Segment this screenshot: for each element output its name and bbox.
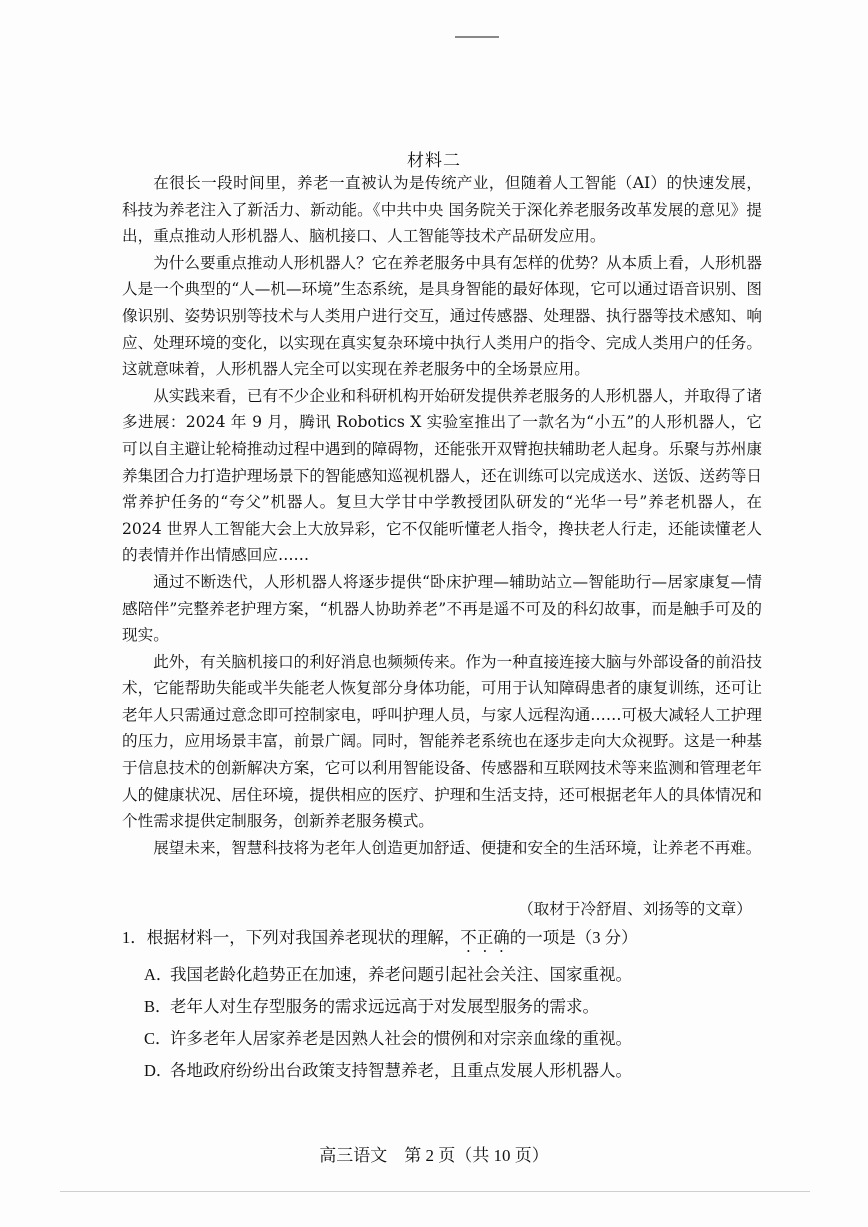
option-b xyxy=(144,995,762,1019)
option-text: 许多老年人居家养老是因熟人社会的惯例和对宗亲血缘的重视。 xyxy=(170,1029,632,1048)
option-c xyxy=(144,1027,762,1051)
option-text: 各地政府纷纷出台政策支持智慧养老，且重点发展人形机器人。 xyxy=(170,1061,632,1080)
paragraph: 通过不断迭代，人形机器人将逐步提供“卧床护理—辅助站立—智能助行—居家康复—情感陪伴”完整养老护理方案，“机器人协助养老”不再是遥不可及的科幻故事，而是触手可及的现实。 xyxy=(122,572,762,645)
material-body xyxy=(122,170,762,861)
option-text: 老年人对生存型服务的需求远远高于对发展型服务的需求。 xyxy=(170,997,599,1016)
paragraph: 展望未来，智慧科技将为老年人创造更加舒适、便捷和安全的生活环境，让养老不再难。 xyxy=(153,838,762,857)
scan-mark xyxy=(455,36,499,38)
option-letter: A． xyxy=(144,965,173,984)
paragraph: 从实践来看，已有不少企业和科研机构开始研发提供养老服务的人形机器人，并取得了诸多进展：2024 年 9 月，腾讯 Robotics X 实验室推出了一款名为“小五”的人形机器人，它可以自主避让轮椅推动过程中遇到的障碍物，还能张开双臂抱扶辅助老人起身。乐聚与苏州康养集团合力打造护理场景下的智能感知巡视机器人，还在训练可以完成送水、送饭、送药等日常养护任务的“夸父”机器人。复旦大学甘中学教授团队研发的“光华一号”养老机器人，在 2024 世界人工智能大会上大放异彩，它不仅能听懂老人指令，搀扶老人行走，还能读懂老人的表情并作出情感回应…… xyxy=(122,386,762,565)
option-text: 我国老龄化趋势正在加速，养老问题引起社会关注、国家重视。 xyxy=(170,965,632,984)
option-letter: D． xyxy=(144,1061,173,1080)
source-citation: （取材于冷舒眉、刘扬等的文章） xyxy=(518,900,752,918)
question-stem xyxy=(122,926,762,956)
question-1 xyxy=(122,926,762,1091)
paragraph: 此外，有关脑机接口的利好消息也频频传来。作为一种直接连接大脑与外部设备的前沿技术，它能帮助失能或半失能老人恢复部分身体功能，可用于认知障碍患者的康复训练，还可让老年人只需通过意念即可控制家电，呼叫护理人员，与家人远程沟通……可极大减轻人工护理的压力，应用场景丰富，前景广阔。同时，智能养老系统也在逐步走向大众视野。这是一种基于信息技术的创新解决方案，它可以利用智能设备、传感器和互联网技术等来监测和管理老年人的健康状况、居住环境，提供相应的医疗、护理和生活支持，还可根据老年人的具体情况和个性需求提供定制服务，创新养老服务模式。 xyxy=(122,652,762,831)
page-footer: 高三语文 第 2 页（共 10 页） xyxy=(319,1146,549,1165)
option-d xyxy=(144,1059,762,1083)
material-title: 材料二 xyxy=(407,151,461,171)
paragraph: 在很长一段时间里，养老一直被认为是传统产业，但随着人工智能（AI）的快速发展，科技为养老注入了新活力、新动能。《中共中央 国务院关于深化养老服务改革发展的意见》提出，重点推动人形机器人、脑机接口、人工智能等技术产品研发应用。 xyxy=(122,174,762,246)
option-letter: B． xyxy=(144,997,172,1016)
scan-edge-line xyxy=(60,1191,810,1192)
paragraph: 为什么要重点推动人形机器人？它在养老服务中具有怎样的优势？从本质上看，人形机器人是一个典型的“人—机—环境”生态系统，是具身智能的最好体现，它可以通过语音识别、图像识别、姿势识别等技术与人类用户进行交互，通过传感器、处理器、执行器等技术感知、响应、处理环境的变化，以实现在真实复杂环境中执行人类用户的指令、完成人类用户的任务。这就意味着，人形机器人完全可以实现在养老服务中的全场景应用。 xyxy=(122,253,762,379)
option-letter: C． xyxy=(144,1029,172,1048)
question-stem-emphasis: 不正确 xyxy=(460,928,510,947)
question-stem-before: 1．根据材料一，下列对我国养老现状的理解， xyxy=(122,928,461,947)
question-stem-after: 的一项是（3 分） xyxy=(509,928,638,947)
option-a xyxy=(144,963,762,987)
